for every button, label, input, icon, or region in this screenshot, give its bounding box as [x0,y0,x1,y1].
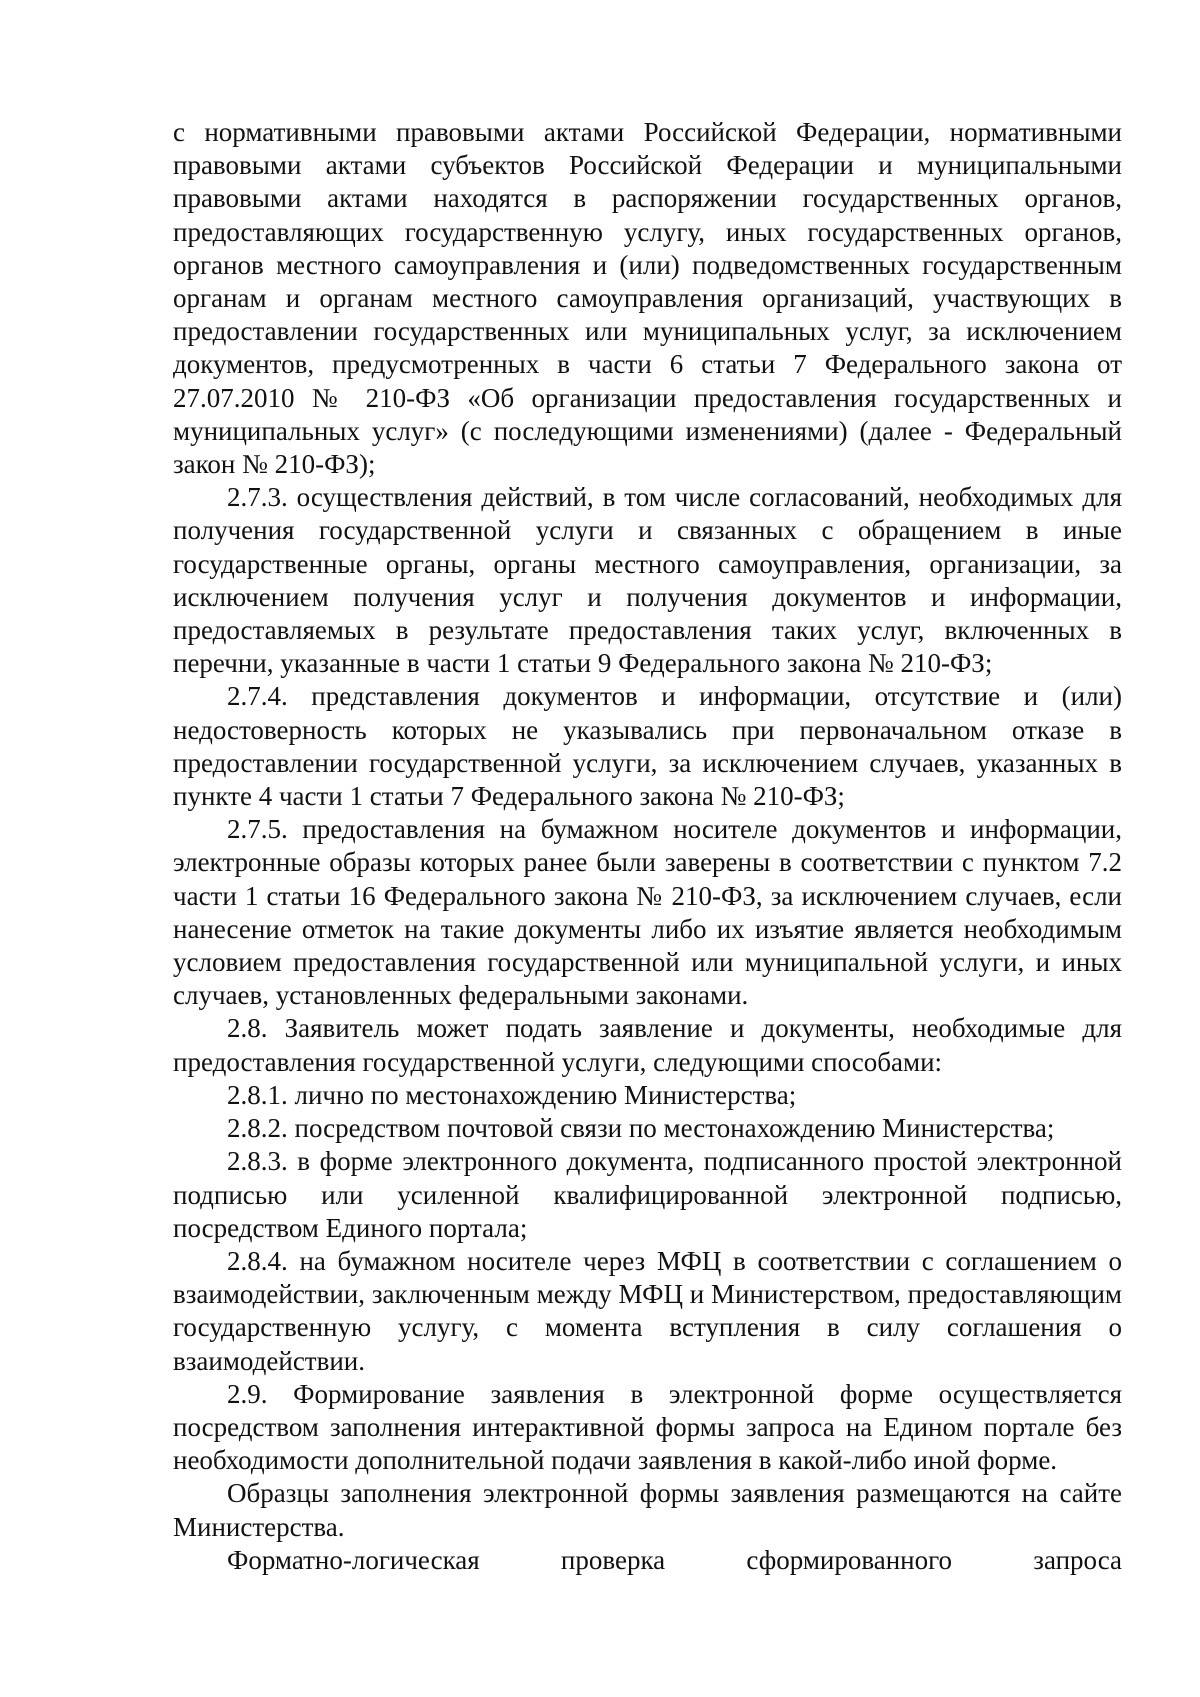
document-body [173,116,1122,1577]
paragraph-2-8-1: 2.8.1. лично по местонахождению Министерства; [227,1079,797,1110]
paragraph-continuation: с нормативными правовыми актами Российской Федерации, нормативными правовыми актами субъектов Российской Федерации и муниципальными правовыми актами находятся в распоряжении государственных органов, предоставляющих государственную услугу, иных государственных органов, органов местного самоуправления и (или) подведомственных государственным органам и органам местного самоуправления организаций, участвующих в предоставлении государственных или муниципальных услуг, за исключением документов, предусмотренных в части 6 статьи 7 Федерального закона от 27.07.2010 № 210-ФЗ «Об организации предоставления государственных и муниципальных услуг» (с последующими изменениями) (далее - Федеральный закон № 210-ФЗ); [173,117,1122,480]
paragraph-2-8-4: 2.8.4. на бумажном носителе через МФЦ в соответствии с соглашением о взаимодействии, заключенным между МФЦ и Министерством, предоставляющим государственную услугу, с момента вступления в силу соглашения о взаимодействии. [173,1245,1122,1376]
paragraph-2-7-5: 2.7.5. предоставления на бумажном носителе документов и информации, электронные образы которых ранее были заверены в соответствии с пунктом 7.2 части 1 статьи 16 Федерального закона № 210-ФЗ, за исключением случаев, если нанесение отметок на такие документы либо их изъятие является необходимым условием предоставления государственной или муниципальной услуги, и иных случаев, установленных федеральными законами. [173,814,1122,1011]
paragraph-format-check: Форматно-логическая проверка сформированного запроса [227,1544,1122,1575]
paragraph-2-7-4: 2.7.4. представления документов и информации, отсутствие и (или) недостоверность которых не указывались при первоначальном отказе в предоставлении государственной услуги, за исключением случаев, указанных в пункте 4 части 1 статьи 7 Федерального закона № 210-ФЗ; [173,681,1122,812]
paragraph-2-7-3: 2.7.3. осуществления действий, в том числе согласований, необходимых для получения государственной услуги и связанных с обращением в иные государственные органы, органы местного самоуправления, организации, за исключением получения услуг и получения документов и информации, предоставляемых в результате предоставления таких услуг, включенных в перечни, указанные в части 1 статьи 9 Федерального закона № 210-ФЗ; [173,482,1122,679]
paragraph-2-9: 2.9. Формирование заявления в электронной форме осуществляется посредством заполнения интерактивной формы запроса на Едином портале без необходимости дополнительной подачи заявления в какой-либо иной форме. [173,1378,1122,1476]
paragraph-2-8-2: 2.8.2. посредством почтовой связи по местонахождению Министерства; [227,1113,1055,1144]
paragraph-2-8: 2.8. Заявитель может подать заявление и документы, необходимые для предоставления государственной услуги, следующими способами: [173,1013,1122,1077]
paragraph-2-8-3: 2.8.3. в форме электронного документа, подписанного простой электронной подписью или усиленной квалифицированной электронной подписью, посредством Единого портала; [173,1146,1122,1243]
paragraph-samples: Образцы заполнения электронной формы заявления размещаются на сайте Министерства. [173,1478,1122,1542]
